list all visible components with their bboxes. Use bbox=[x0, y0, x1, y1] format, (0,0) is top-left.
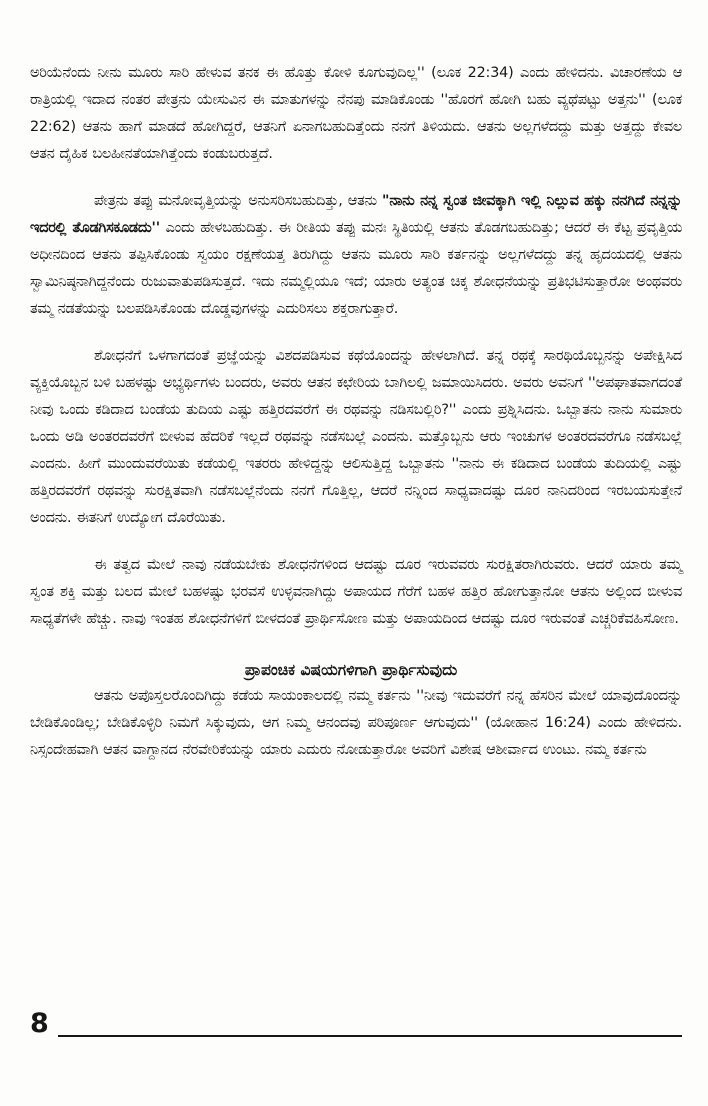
footer-rule bbox=[58, 1035, 682, 1037]
section-heading: ಪ್ರಾಪಂಚಿಕ ವಿಷಯಗಳಿಗಾಗಿ ಪ್ರಾರ್ಥಿಸುವುದು bbox=[244, 661, 458, 679]
paragraph-2-text-end: ಎಂದು ಹೇಳಬಹುದಿತ್ತು. ಈ ರೀತಿಯ ತಪ್ಪು ಮನಃ ಸ್ಥಿತಿಯಲ್ಲಿ ಆತನು ತೊಡಗಬಹುದಿತ್ತು; ಆದರೆ ಈ ಕೆಟ್ಟ ಪ್ರವೃತ್ತಿಯ ಅಧೀನದಿಂದ ಆತನು ತಪ್ಪಿಸಿಕೊಂಡು ಸ್ವಯಂ ರಕ್ಷಣೆಯತ್ತ ತಿರುಗಿದ್ದು ಆತನು ಮೂರು ಸಾರಿ ಕರ್ತನನ್ನು ಅಲ್ಲಗಳೆದದ್ದು ತನ್ನ ಹೃದಯದಲ್ಲಿ ಆತನು ಸ್ವಾಮಿನಿಷ್ಠನಾಗಿದ್ದನೆಂದು ರುಜುವಾತುಪಡಿಸುತ್ತದೆ. ಇದು ನಮ್ಮಲ್ಲಿಯೂ ಇದೆ; ಯಾರು ಅತ್ಯಂತ ಚಿಕ್ಕ ಶೋಧನೆಯನ್ನು ಪ್ರತಿಭಟಿಸುತ್ತಾರೋ ಅಂಥವರು ತಮ್ಮ ನಡತೆಯನ್ನು ಬಲಪಡಿಸಿಕೊಂಡು ದೊಡ್ಡವುಗಳನ್ನು ಎದುರಿಸಲು ಶಕ್ತರಾಗುತ್ತಾರೆ. bbox=[30, 220, 682, 317]
document-page bbox=[30, 60, 682, 764]
paragraph-4: ಈ ತತ್ವದ ಮೇಲೆ ನಾವು ನಡೆಯಬೇಕು ಶೋಧನೆಗಳಿಂದ ಆದಷ್ಟು ದೂರ ಇರುವವರು ಸುರಕ್ಷಿತರಾಗಿರುವರು. ಆದರೆ ಯಾರು ತಮ್ಮ ಸ್ವಂತ ಶಕ್ತಿ ಮತ್ತು ಬಲದ ಮೇಲೆ ಬಹಳಷ್ಟು ಭರವಸೆ ಉಳ್ಳವನಾಗಿದ್ದು ಅಪಾಯದ ಗೆರೆಗೆ ಬಹಳ ಹತ್ತಿರ ಹೋಗುತ್ತಾನೋ ಆತನು ಅಲ್ಲಿಂದ ಬೀಳುವ ಸಾಧ್ಯತೆಗಳೇ ಹೆಚ್ಚು. ನಾವು ಇಂತಹ ಶೋಧನೆಗಳಿಗೆ ಬೀಳದಂತೆ ಪ್ರಾರ್ಥಿಸೋಣ ಮತ್ತು ಅಪಾಯದಿಂದ ಆದಷ್ಟು ದೂರ ಇರುವಂತೆ ಎಚ್ಚರಿಕೆವಹಿಸೋಣ. bbox=[30, 557, 682, 627]
page-number: 8 bbox=[30, 1008, 49, 1039]
paragraph-3: ಶೋಧನೆಗೆ ಒಳಗಾಗದಂತೆ ಪ್ರಜ್ಞೆಯನ್ನು ವಿಶದಪಡಿಸುವ ಕಥೆಯೊಂದನ್ನು ಹೇಳಲಾಗಿದೆ. ತನ್ನ ರಥಕ್ಕೆ ಸಾರಥಿಯೊಬ್ಬನನ್ನು ಅಪೇಕ್ಷಿಸಿದ ವ್ಯಕ್ತಿಯೊಬ್ಬನ ಬಳಿ ಬಹಳಷ್ಟು ಅಭ್ಯರ್ಥಿಗಳು ಬಂದರು, ಅವರು ಆತನ ಕಛೇರಿಯ ಬಾಗಿಲಲ್ಲಿ ಜಮಾಯಿಸಿದರು. ಅವರು ಅವನಿಗೆ ''ಅಪಘಾತವಾಗದಂತೆ ನೀವು ಒಂದು ಕಡಿದಾದ ಬಂಡೆಯ ತುದಿಯ ಎಷ್ಟು ಹತ್ತಿರದವರೆಗೆ ಈ ರಥವನ್ನು ನಡಿಸಬಲ್ಲಿರಿ?'' ಎಂದು ಪ್ರಶ್ನಿಸಿದನು. ಒಬ್ಬಾತನು ನಾನು ಸುಮಾರು ಒಂದು ಅಡಿ ಅಂತರದವರೆಗೆ ಬೀಳುವ ಹೆದರಿಕೆ ಇಲ್ಲದೆ ರಥವನ್ನು ನಡೆಸಬಲ್ಲೆ ಎಂದನು. ಮತ್ತೊಬ್ಬನು ಆರು ಇಂಚುಗಳ ಅಂತರದವರೆಗೂ ನಡೆಸಬಲ್ಲೆ ಎಂದನು. ಹೀಗೆ ಮುಂದುವರೆಯಿತು ಕಡೆಯಲ್ಲಿ ಇತರರು ಹೇಳಿದ್ದನ್ನು ಆಲಿಸುತ್ತಿದ್ದ ಒಬ್ಬಾತನು ''ನಾನು ಈ ಕಡಿದಾದ ಬಂಡೆಯ ತುದಿಯಲ್ಲಿ ಎಷ್ಟು ಹತ್ತಿರದವರೆಗೆ ರಥವನ್ನು ಸುರಕ್ಷಿತವಾಗಿ ನಡೆಸಬಲ್ಲೆನೆಂದು ನನಗೆ ಗೊತ್ತಿಲ್ಲ, ಆದರೆ ನನ್ನಿಂದ ಸಾಧ್ಯವಾದಷ್ಟು ದೂರ ನಾನಿದರಿಂದ ಇರಬಯಸುತ್ತೇನೆ ಅಂದನು. ಈತನಿಗೆ ಉದ್ಯೋಗ ದೊರೆಯಿತು. bbox=[30, 348, 682, 526]
bold-quote: "ನಾನು ನನ್ನ ಸ್ವಂತ ಜೀವಕ್ಕಾಗಿ ಇಲ್ಲಿ ನಿಲ್ಲುವ ಹಕ್ಕು ನನಗಿದೆ ನನ್ನನ್ನು ಇದರಲ್ಲಿ ತೊಡಗಿಸಕೂಡದು'' bbox=[30, 193, 683, 236]
paragraph-5: ಆತನು ಅಪೊಸ್ತಲರೊಂದಿಗಿದ್ದು ಕಡೆಯ ಸಾಯಂಕಾಲದಲ್ಲಿ ನಮ್ಮ ಕರ್ತನು ''ನೀವು ಇದುವರೆಗೆ ನನ್ನ ಹೆಸರಿನ ಮೇಲೆ ಯಾವುದೊಂದನ್ನು ಬೇಡಿಕೊಂಡಿಲ್ಲ; ಬೇಡಿಕೊಳ್ಳಿರಿ ನಿಮಗೆ ಸಿಕ್ಕುವುದು, ಆಗ ನಿಮ್ಮ ಆನಂದವು ಪರಿಪೂರ್ಣ ಆಗುವುದು'' (ಯೋಹಾನ 16:24) ಎಂದು ಹೇಳಿದನು. ನಿಸ್ಸಂದೇಹವಾಗಿ ಆತನ ವಾಗ್ದಾನದ ನೆರವೇರಿಕೆಯನ್ನು ಯಾರು ಎದುರು ನೋಡುತ್ತಾರೋ ಅವರಿಗೆ ವಿಶೇಷ ಆಶೀರ್ವಾದ ಉಂಟು. ನಮ್ಮ ಕರ್ತನು bbox=[30, 688, 682, 758]
paragraph-1: ಅರಿಯೆನೆಂದು ನೀನು ಮೂರು ಸಾರಿ ಹೇಳುವ ತನಕ ಈ ಹೊತ್ತು ಕೋಳಿ ಕೂಗುವುದಿಲ್ಲ'' (ಲೂಕ 22:34) ಎಂದು ಹೇಳಿದನು. ವಿಚಾರಣೆಯ ಆ ರಾತ್ರಿಯಲ್ಲಿ ಇದಾದ ನಂತರ ಪೇತ್ರನು ಯೇಸುವಿನ ಈ ಮಾತುಗಳನ್ನು ನೆನಪು ಮಾಡಿಕೊಂಡು ''ಹೊರಗೆ ಹೋಗಿ ಬಹು ವ್ಯಥೆಪಟ್ಟು ಅತ್ತನು'' (ಲೂಕ 22:62) ಆತನು ಹಾಗೆ ಮಾಡದೆ ಹೋಗಿದ್ದರೆ, ಆತನಿಗೆ ಏನಾಗಬಹುದಿತ್ತೆಂದು ನನಗೆ ತಿಳಿಯದು. ಆತನು ಅಲ್ಲಗಳೆದದ್ದು ಮತ್ತು ಅತ್ತದ್ದು ಕೇವಲ ಆತನ ದೈಹಿಕ ಬಲಹೀನತೆಯಾಗಿತ್ತೆಂದು ಕಂಡುಬರುತ್ತದೆ. bbox=[30, 65, 682, 162]
paragraph-2-text-start: ಪೇತ್ರನು ತಪ್ಪು ಮನೋವೃತ್ತಿಯನ್ನು ಅನುಸರಿಸಬಹುದಿತ್ತು, ಆತನು bbox=[94, 193, 383, 209]
page-footer bbox=[30, 1007, 682, 1047]
paragraph-2 bbox=[30, 188, 682, 323]
